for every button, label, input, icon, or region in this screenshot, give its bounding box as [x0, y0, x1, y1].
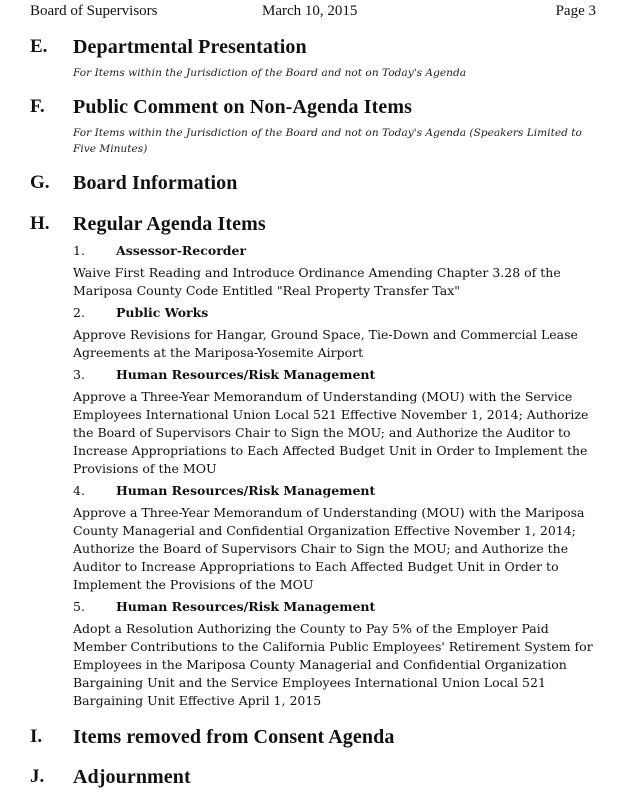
section-letter: F. [30, 96, 45, 117]
header-date: March 10, 2015 [262, 3, 358, 19]
section-letter: E. [30, 36, 48, 57]
section-e-note: For Items within the Jurisdiction of the Board and not on Today's Agenda [73, 67, 467, 79]
section-letter: H. [30, 213, 50, 234]
item-number: 2. [73, 305, 85, 320]
header-page-number: Page 3 [555, 3, 596, 19]
section-letter: G. [30, 172, 50, 193]
item-title: Human Resources/Risk Management [116, 367, 376, 382]
item-title: Human Resources/Risk Management [116, 483, 376, 498]
section-title: Adjournment [73, 766, 191, 788]
item-title: Human Resources/Risk Management [116, 599, 376, 614]
agenda-item-5-text: Adopt a Resolution Authorizing the County to Pay 5% of the Employer Paid Member Contributions to the California Public Employees' Retirement System for Employees in the Mariposa County Managerial and Confidential Organization Bargaining Unit and the Service Employees International Union Local 521 Bargaining Unit Effective April 1, 2015 [73, 621, 593, 708]
section-title: Items removed from Consent Agenda [73, 726, 395, 748]
agenda-item-2-text: Approve Revisions for Hangar, Ground Space, Tie-Down and Commercial Lease Agreements at the Mariposa-Yosemite Airport [73, 327, 578, 360]
item-number: 1. [73, 243, 85, 258]
agenda-item-1-text: Waive First Reading and Introduce Ordinance Amending Chapter 3.28 of the Mariposa County Code Entitled "Real Property Transfer Tax" [73, 265, 561, 298]
section-f-note: For Items within the Jurisdiction of the Board and not on Today's Agenda (Speakers Limited to Five Minutes) [73, 127, 582, 155]
agenda-item-3-text: Approve a Three-Year Memorandum of Understanding (MOU) with the Service Employees International Union Local 521 Effective November 1, 2014; Authorize the Board of Supervisors Chair to Sign the MOU; and Authorize the Auditor to Increase Appropriations to Each Affected Budget Unit in Order to Implement the Provisions of the MOU [73, 389, 589, 476]
section-letter: J. [30, 766, 45, 787]
section-letter: I. [30, 726, 43, 747]
agenda-item-4-text: Approve a Three-Year Memorandum of Understanding (MOU) with the Mariposa County Managerial and Confidential Organization Effective November 1, 2014; Authorize the Board of Supervisors Chair to Sign the MOU; and Authorize the Auditor to Increase Appropriations to Each Affected Budget Unit in Order to Implement the Provisions of the MOU [73, 505, 585, 592]
item-number: 3. [73, 367, 85, 382]
item-title: Public Works [116, 305, 209, 320]
item-title: Assessor-Recorder [116, 243, 247, 258]
section-title: Regular Agenda Items [73, 213, 266, 235]
section-title: Board Information [73, 172, 238, 194]
page-header [30, 3, 596, 23]
header-org: Board of Supervisors [30, 3, 158, 19]
item-number: 5. [73, 599, 85, 614]
section-title: Public Comment on Non-Agenda Items [73, 96, 412, 118]
item-number: 4. [73, 483, 85, 498]
section-title: Departmental Presentation [73, 36, 307, 58]
